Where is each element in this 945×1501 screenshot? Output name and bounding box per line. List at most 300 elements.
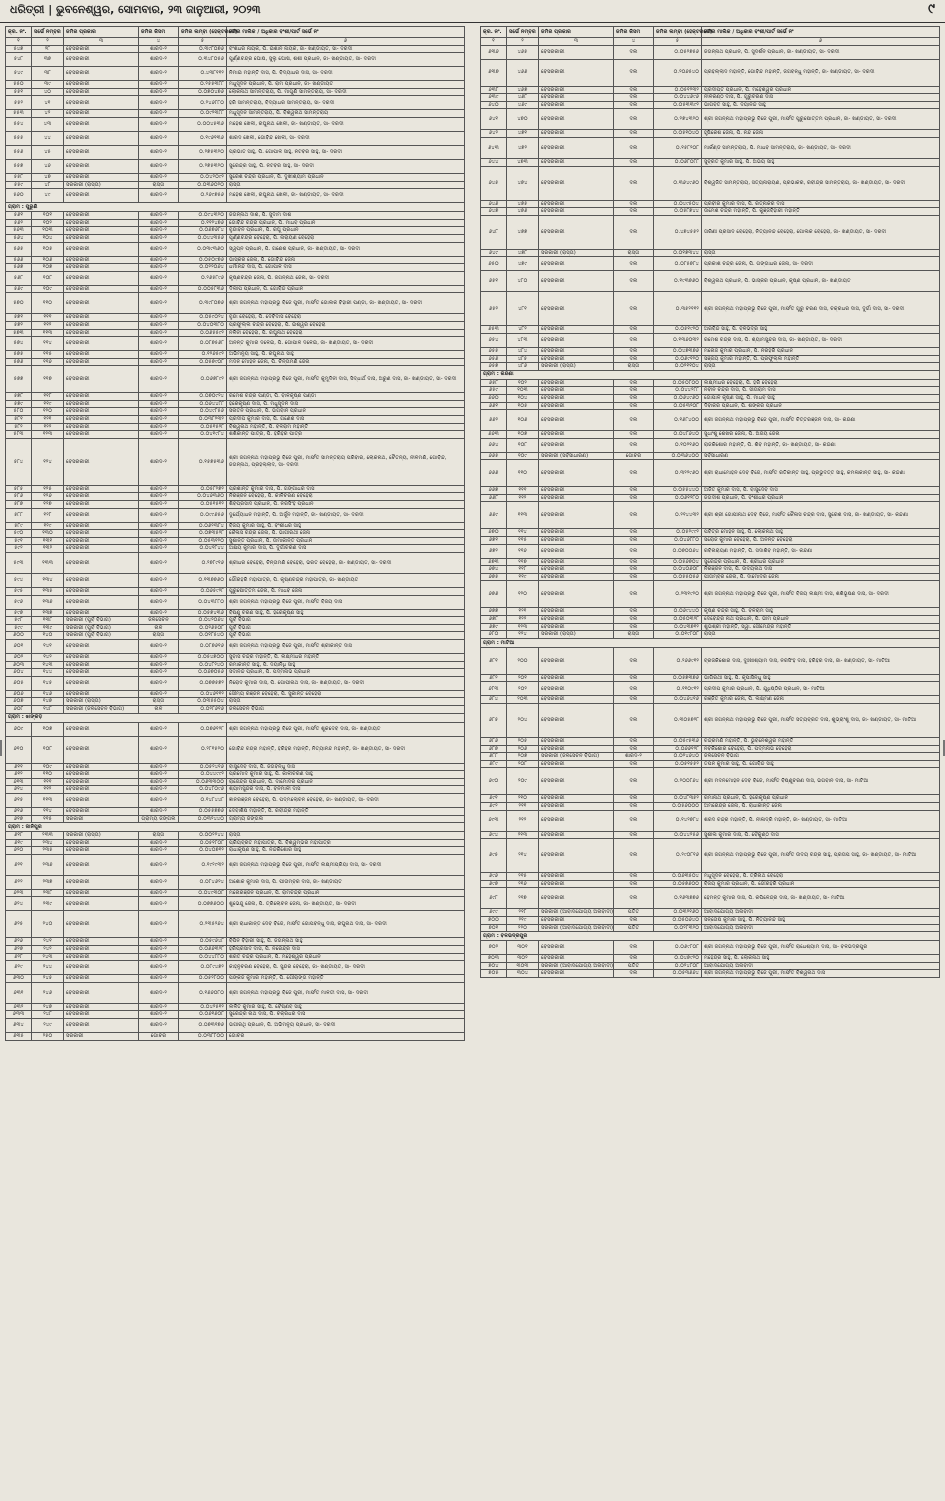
survey-cell: ୨୧୪ xyxy=(507,839,539,873)
owner-cell: ଶ୍ରୀ ଜଗନ୍ନାଥ ମହାପ୍ରଭୁ ବିଜେ ପୁରୀ, ମାର୍ଫତ ଶ୍ରୀକାନ୍ତ ଦାସ xyxy=(227,639,465,653)
owner-cell: ରମେଶ ଚନ୍ଦ୍ର ପଣ୍ଡା, ପି. ବାଳକୃଷ୍ଣ ପଣ୍ଡା xyxy=(227,393,465,401)
kisam-cell: ଦଲ xyxy=(614,109,654,130)
table-row xyxy=(6,938,465,946)
kisam-cell: ଶାରଦ-୨ xyxy=(139,778,179,786)
owner-cell: କୈଳାସ ଚନ୍ଦ୍ର ଜେନା, ପି. ଭାଗୀରଥୀ ଜେନା xyxy=(227,530,465,538)
land-type-cell: ବେସରକାରୀ xyxy=(64,736,139,763)
table-row xyxy=(6,653,465,661)
serial-cell: ୭୦୨ xyxy=(481,941,507,955)
village-section-row xyxy=(481,638,940,647)
survey-cell: ୨୧୭ xyxy=(507,888,539,909)
table-row xyxy=(6,975,465,983)
survey-cell: ୧୦୪ xyxy=(507,394,539,402)
kisam-cell: ଦଲ xyxy=(614,768,654,795)
owner-cell: ମନୋରଞ୍ଜନ ପ୍ରଧାନ, ପି. ରାମଚନ୍ଦ୍ର ପ୍ରଧାନ xyxy=(227,889,465,897)
land-type-cell: ବେସରକାରୀ xyxy=(539,738,614,746)
survey-cell: ୧୦୪ xyxy=(32,234,64,242)
land-type-cell: ବେସରକାରୀ xyxy=(64,271,139,285)
land-type-cell: ବେସରକାରୀ xyxy=(64,609,139,617)
table-row xyxy=(481,616,940,624)
kisam-cell: ଦଲ xyxy=(614,696,654,704)
kisam-cell: ଦଲ xyxy=(614,502,654,529)
table-row xyxy=(481,566,940,574)
serial-cell: ୭୦୪ xyxy=(481,962,507,970)
owner-cell: ଶରଦ ଚନ୍ଦ୍ର ମହାନ୍ତି, ପି. ନୀଳାଦ୍ରି ମହାନ୍ତି, ଜା- ଖଣ୍ଡାୟତ, ସା- ମାଟିଆ xyxy=(702,810,940,831)
survey-cell: ୨୦୭ xyxy=(507,753,539,761)
table-row xyxy=(6,110,465,118)
table-row xyxy=(481,257,940,271)
land-type-cell: ବେସରକାରୀ xyxy=(539,460,614,487)
owner-cell: ଦେବାଶିଷ ମହାନ୍ତି, ପି. ରବୀନ୍ଦ୍ର ମହାନ୍ତି xyxy=(227,807,465,815)
owner-cell: ନିରୋଦ କୁମାର ଦାସ, ପି. ଗୋପୀନାଥ ଦାସ, ଜା- ଖଣ୍ଡାୟତ, ସା- ଦରଦୀ xyxy=(227,676,465,690)
owner-cell: ଶ୍ରୀ ମଦନମୋହନ ଦେବ ବିଜେ, ମାର୍ଫତ ବିଷ୍ଣୁଚରଣ ଦାସ, ଭଗବାନ ଦାସ, ସା- ମାଟିଆ xyxy=(702,768,940,795)
land-type-cell: ବେସରକାରୀ xyxy=(64,889,139,897)
serial-cell: ୬୭୯ xyxy=(481,623,507,631)
land-type-cell: ବେସରକାରୀ xyxy=(64,953,139,961)
serial-cell: ୬୮୯ xyxy=(481,760,507,768)
land-type-cell: ବେସରକାରୀ xyxy=(64,351,139,359)
land-type-cell: ବେସରକାରୀ xyxy=(539,608,614,616)
kisam-cell: ଦଲ xyxy=(614,738,654,746)
serial-cell: ୬୭୮ xyxy=(481,616,507,624)
survey-cell: ୨୩୬ xyxy=(32,854,64,875)
survey-cell: ୧୦୬ xyxy=(32,256,64,264)
table-row xyxy=(6,285,465,293)
kisam-cell: ଶାରଦ-୨ xyxy=(139,159,179,173)
area-cell: ୦.୦୪୨୫୧୨ xyxy=(179,1003,227,1011)
owner-cell: ଅଶୋକ କୁମାର ଦାସ, ପି. ପୀତାମ୍ବର ଦାସ, ଜା- ଖଣ୍ଡାୟତ xyxy=(227,875,465,889)
area-cell: ୦.୩୦୫୭୨୮ xyxy=(654,704,702,738)
land-type-cell: ବେସରକାରୀ xyxy=(539,379,614,387)
kisam-cell: ଶାରଦ-୨ xyxy=(139,351,179,359)
owner-cell: ରମେଶ ଚନ୍ଦ୍ର ଦାସ, ପି. ଶ୍ୟାମସୁନ୍ଦର ଦାସ, ଜା- ଖଣ୍ଡାୟତ, ସା- ଦରଦୀ xyxy=(702,333,940,347)
land-type-cell: ବେସରକାରୀ xyxy=(64,67,139,81)
kisam-cell: ଶାରଦ-୨ xyxy=(139,771,179,779)
kisam-cell: ଦଲ xyxy=(614,682,654,696)
kisam-cell: ଶାରଦ-୨ xyxy=(139,946,179,954)
kisam-cell: ଦଲ xyxy=(614,347,654,355)
area-cell: ୦.୦୮୪୬୨୪ xyxy=(179,875,227,889)
land-type-cell: ବେସରକାରୀ xyxy=(539,402,614,410)
owner-cell: ଶ୍ରୀ ଜଗନ୍ନାଥ ମହାପ୍ରଭୁ ବିଜେ ପୁରୀ, ମାର୍ଫତ ବିଜୟ ଦାସ xyxy=(227,595,465,609)
land-type-cell: ବେସରକାରୀ xyxy=(64,911,139,938)
owner-cell: ଦେବେନ୍ଦ୍ର ନାଥ ପ୍ରଧାନ, ପି. ଭୀମ ପ୍ରଧାନ xyxy=(702,616,940,624)
survey-cell: ୧୨୩ xyxy=(507,623,539,631)
land-type-cell: ବେସରକାରୀ xyxy=(539,674,614,682)
table-row xyxy=(6,897,465,911)
serial-cell: ୫୭୮ xyxy=(6,393,32,401)
serial-cell: ୬୮୩ xyxy=(481,682,507,696)
owner-cell: ଲୋକନାଥ ସାମନ୍ତରାୟ, ପି. ମାଗୁଣି ସାମନ୍ତରାୟ, ସା- ଦରଦୀ xyxy=(227,88,465,96)
serial-cell: ୭୦୦ xyxy=(481,916,507,924)
table-row xyxy=(6,736,465,763)
land-type-cell: ବେସରକାରୀ xyxy=(64,493,139,501)
table-row xyxy=(6,493,465,501)
table-row xyxy=(6,690,465,698)
kisam-cell: ଶାରଦ-୨ xyxy=(139,400,179,408)
table-row xyxy=(6,271,465,285)
land-type-cell: ବେସରକାରୀ xyxy=(539,494,614,502)
village-name: ଗ୍ରାମ : ଜାନିପୁର xyxy=(6,823,465,832)
survey-cell: ୧୨୧ xyxy=(32,416,64,424)
owner-cell: ଜଗନ୍ନାଥ ପ୍ରଧାନ, ପି. ସୁଦର୍ଶନ ପ୍ରଧାନ, ଜା- ଖଣ୍ଡାୟତ, ସା- ଦରଦୀ xyxy=(702,45,940,59)
survey-cell: ୧୦୮ xyxy=(32,736,64,763)
area-cell: ୦.୦୪୬୧୧୨ xyxy=(179,690,227,698)
owner-cell: କୃଷ୍ଣ ଚନ୍ଦ୍ର ସାହୁ, ପି. ବଳରାମ ସାହୁ xyxy=(702,608,940,616)
kisam-cell: ଶାରଦ-୨ xyxy=(614,753,654,761)
survey-cell: ୪୭୫ xyxy=(507,200,539,208)
serial-cell: ୫୫୯ xyxy=(6,181,32,189)
owner-cell: ଶ୍ରୀ ଜଗନ୍ନାଥ ମହାପ୍ରଭୁ ବିଜେ ପୁରୀ, ମାର୍ଫତ ସାମନ୍ତରାୟ ପରିବାର, ଲୋକନାଥ, ଚୈତନ୍ୟ, ନୀଳମଣି, ଗୋବିନ୍ଦ, ଜଗନ୍ନାଥ, ପ୍ରହଲ୍ଲାଦ, ସା- ଦରଦୀ xyxy=(227,438,465,485)
serial-cell: ୫୯୨ xyxy=(6,545,32,553)
area-cell: ୦.୦୪୬୪୧୬ xyxy=(654,696,702,704)
owner-cell: ରବିନାରାୟଣ ମହାନ୍ତି, ପି. ସଦାଶିବ ମହାନ୍ତି, ସା- କନ୍ଦଣା xyxy=(702,544,940,558)
land-type-cell: ବେସରକାରୀ xyxy=(64,293,139,314)
area-cell: ୦.୦୫୧୨୩୨ xyxy=(654,86,702,94)
col-header-owner: ଜମିର ମାଲିକ / ଅଧିକାର ବଂଶୀ/ପାର୍ଟ ସର୍ଭେ ନଂ xyxy=(227,27,465,38)
survey-cell: ୧୦୯ xyxy=(507,452,539,460)
land-type-cell: ବେସରକାରୀ xyxy=(539,802,614,810)
kisam-cell: ଶାରଦ-୨ xyxy=(139,227,179,235)
land-type-cell: ବେସରକାରୀ xyxy=(64,595,139,609)
owner-cell: ଗ୍ରାମ୍ୟ ଜଙ୍ଗଲ xyxy=(227,815,465,823)
area-cell: ୦.୦୨୮୬୧୬ xyxy=(179,705,227,713)
table-row xyxy=(6,854,465,875)
survey-cell: ୪୦ xyxy=(32,88,64,96)
land-type-cell: ବେସରକାରୀ xyxy=(64,431,139,439)
serial-cell: ୬୯୨ xyxy=(481,802,507,810)
table-row xyxy=(6,416,465,424)
kisam-cell: ଶାରଦ-୨ xyxy=(139,982,179,1003)
land-type-cell: ବେସରକାରୀ xyxy=(539,873,614,881)
land-type-cell: ବେସରକାରୀ xyxy=(539,745,614,753)
survey-cell: ୪୭ xyxy=(32,173,64,181)
land-type-cell: ବେସରକାରୀ xyxy=(64,400,139,408)
kisam-cell: ଦଲ xyxy=(614,460,654,487)
land-type-cell: ବେସରକାରୀ xyxy=(539,839,614,873)
survey-cell: ୨୦୧ xyxy=(507,674,539,682)
survey-cell: ୨୪୬ xyxy=(32,982,64,1003)
owner-cell: କୃଷ୍ଣଚନ୍ଦ୍ର ଜେନା, ପି. ଜଗନ୍ନାଥ ଜେନା, ସା- ଦରଦୀ xyxy=(227,271,465,285)
land-records-table-left xyxy=(5,26,465,1041)
col-index: ୨ xyxy=(507,38,539,46)
kisam-cell: ଶାରଦ-୨ xyxy=(139,661,179,669)
col-header-owner: ଜମିର ମାଲିକ / ଅଧିକାର ବଂଶୀ/ପାର୍ଟ ସର୍ଭେ ନଂ xyxy=(702,27,940,38)
owner-cell: ସୁବାସ ଚନ୍ଦ୍ର ମହାନ୍ତି, ପି. ଲକ୍ଷ୍ମୀଧର ମହାନ୍ତି xyxy=(227,653,465,661)
kisam-cell: ଦଲ xyxy=(614,802,654,810)
survey-cell: ୪୪ xyxy=(32,131,64,145)
table-row xyxy=(6,639,465,653)
table-row xyxy=(6,778,465,786)
owner-cell: ହୃଷିକେଶ ଜେନା, ପି. ନନ୍ଦ ଜେନା xyxy=(702,130,940,138)
table-row xyxy=(481,962,940,970)
kisam-cell: ଶାରଦ-୨ xyxy=(139,285,179,293)
table-row xyxy=(6,588,465,596)
owner-cell: ପୁର୍ଣ୍ଣଚନ୍ଦ୍ର ଘୋଷ, ସୁଲୁ ଘୋଷ, ଶଶୀ ପ୍ରଧାନ, ଜା- ଖଣ୍ଡାୟତ, ସା- ଦରଦୀ xyxy=(227,53,465,67)
land-type-cell: ବେସରକାରୀ xyxy=(539,355,614,363)
table-row xyxy=(6,219,465,227)
table-row xyxy=(481,544,940,558)
land-type-cell: ବେସରକାରୀ xyxy=(64,961,139,975)
owner-cell: ଶଶିକାନ୍ତ ପାତ୍ର, ପି. ହରିହର ପାତ୍ର xyxy=(227,431,465,439)
kisam-cell: ଦଲ xyxy=(614,200,654,208)
serial-cell: ୬୫୪ xyxy=(481,333,507,347)
land-type-cell: ବେସରକାରୀ xyxy=(539,696,614,704)
serial-cell: ୫୫୪ xyxy=(6,117,32,131)
serial-cell: ୬୯୧ xyxy=(481,795,507,803)
owner-cell: ରମାକାନ୍ତ ସାହୁ, ପି. ଦୟାନିଧି ସାହୁ xyxy=(227,661,465,669)
owner-cell: ଶ୍ରୀ ଜଗନ୍ନାଥ ମହାପ୍ରଭୁ ବିଜେ ପୁରୀ, ମାର୍ଫତ ପୁରୁଷୋତ୍ତମ ପ୍ରଧାନ, ଜା- ଖଣ୍ଡାୟତ, ସା- ଦରଦୀ xyxy=(702,109,940,130)
area-cell: ୦.୦୪୨୦୬୪ xyxy=(179,617,227,625)
village-section-row xyxy=(6,203,465,212)
owner-cell: ଜଳସେଚନ ବିଭାଗ xyxy=(227,705,465,713)
land-type-cell: ବେସରକାରୀ xyxy=(64,537,139,545)
owner-cell: ବୃନ୍ଦାବନ ପ୍ରଧାନ, ପି. ରଘୁ ପ୍ରଧାନ xyxy=(227,227,465,235)
owner-cell: ସଞ୍ଜୟ କୁମାର ମହାନ୍ତି, ପି. ପ୍ରଫୁଲ୍ଲ ମହାନ୍ତି xyxy=(702,355,940,363)
kisam-cell: ଦଲ xyxy=(614,581,654,608)
kisam-cell: ଦଲ xyxy=(614,292,654,326)
area-cell: ୦.୦୬୧୬୦୮ xyxy=(179,1011,227,1019)
table-row xyxy=(6,45,465,53)
serial-cell: ୫୯୪ xyxy=(6,574,32,588)
land-type-cell: ବେସରକାରୀ xyxy=(539,888,614,909)
table-row xyxy=(6,314,465,322)
owner-cell: ବିଷ୍ଣୁ ଚରଣ ସାହୁ, ପି. ହରେକୃଷ୍ଣ ସାହୁ xyxy=(227,609,465,617)
table-row xyxy=(6,617,465,625)
column-index-row xyxy=(481,38,940,46)
kisam-cell: ପତିତ xyxy=(614,924,654,932)
area-cell: ୦.୦୩୨୪୪୦ xyxy=(179,815,227,823)
owner-cell: ଶିବପ୍ରସାଦ ପ୍ରଧାନ, ପି. ନରସିଂହ ପ୍ରଧାନ xyxy=(227,501,465,509)
serial-cell: ୫୫୨ xyxy=(6,96,32,110)
table-row xyxy=(481,460,940,487)
area-cell: ୦.୦୪୧୯୮୪ xyxy=(179,431,227,439)
kisam-cell: ଶାରଦ-୨ xyxy=(139,953,179,961)
serial-cell: ୭୦୩ xyxy=(481,955,507,963)
area-cell: ୦.୦୪୪୮୮୦ xyxy=(179,953,227,961)
survey-cell: ୨୦୦ xyxy=(507,647,539,674)
serial-cell: ୫୬୧ xyxy=(6,212,32,220)
table-row xyxy=(6,1019,465,1033)
owner-cell: ଶ୍ରୀ ରାଧାମୋହନ ଦେବ ବିଜେ, ମାର୍ଫତ ରତିକାନ୍ତ ସାହୁ, ପ୍ରଭୁଦତ୍ତ ସାହୁ, କମଳାକାନ୍ତ ସାହୁ, ସା- କନ୍ଦଣା xyxy=(702,460,940,487)
area-cell: ୦.୦୪୬୮୮୦ xyxy=(654,537,702,545)
kisam-cell: ଶାରଦ-୨ xyxy=(139,839,179,847)
kisam-cell: ଶାରଦ-୨ xyxy=(139,574,179,588)
land-type-cell: ସରକାରୀ (ରାସ୍ତା) xyxy=(64,832,139,840)
survey-cell: ୧୦୫ xyxy=(507,402,539,410)
kisam-cell: ଶାରଦ-୨ xyxy=(139,321,179,329)
owner-cell: ଭାଗିରଥୀ ସାହୁ, ପି. କୃପାସିନ୍ଧୁ ସାହୁ xyxy=(702,674,940,682)
owner-cell: ପୁର୍ବ ବିଭାଗ xyxy=(227,624,465,632)
survey-cell: ୧୩୦ xyxy=(32,530,64,538)
table-row xyxy=(481,158,940,166)
owner-cell: ମାର୍କଣ୍ଡ ସାମନ୍ତରାୟ, ପି. ମାଧବ ସାମନ୍ତରାୟ, ଜା- ଖଣ୍ଡାୟତ, ସା- ଦରଦୀ xyxy=(702,137,940,158)
owner-cell: ଶ୍ରୀ ଜଗନ୍ନାଥ ମହାପ୍ରଭୁ ବିଜେ ପୁରୀ, ମାର୍ଫତ ଲକ୍ଷ୍ମୀପ୍ରିୟା ଦାସ, ସା- ଦରଦୀ xyxy=(227,854,465,875)
survey-cell: ୧୨୨ xyxy=(32,423,64,431)
owner-cell: ହରି ସାମନ୍ତରାୟ, ବିଦ୍ୟାଧର ସାମନ୍ତରାୟ, ସା- ଦରଦୀ xyxy=(227,96,465,110)
kisam-cell: ଦଲ xyxy=(614,941,654,955)
area-cell: ୦.୨୬୫୮୯୬ xyxy=(179,271,227,285)
table-row xyxy=(6,264,465,272)
area-cell: ୦.୦୫୨୯୯୨ xyxy=(654,529,702,537)
owner-cell: ଶୁଭେନ୍ଦୁ ଜେନା, ପି. ତ୍ରିଲୋଚନ ଜେନା, ଜା- ଖଣ୍ଡାୟତ, ସା- ଦରଦୀ xyxy=(227,897,465,911)
survey-cell: ୧୧୫ xyxy=(32,815,64,823)
survey-cell: ୧୧୮ xyxy=(32,393,64,401)
serial-cell: ୬୮୨ xyxy=(481,674,507,682)
owner-cell: ସୁଧାଂଶୁ ଶେଖର ଜେନା, ପି. ଅଜୟ ଜେନା xyxy=(702,431,940,439)
owner-cell: ଉମେଶ ଚନ୍ଦ୍ର ମହାନ୍ତି, ପି. କୁଞ୍ଜବିହାରୀ ମହାନ୍ତି xyxy=(702,208,940,216)
land-type-cell: ସରକାରୀ (ଆବାଦଯୋଗ୍ୟ ଅନାବାଦୀ) xyxy=(539,924,614,932)
survey-cell: ୧୨୦ xyxy=(32,408,64,416)
owner-cell: ଶରତ ଚନ୍ଦ୍ର ପ୍ରଧାନ, ପି. ମହେଶ୍ୱର ପ୍ରଧାନ xyxy=(227,953,465,961)
survey-cell: ୪୭୧ xyxy=(507,130,539,138)
serial-cell: ୬୦୬ xyxy=(6,690,32,698)
serial-cell: ୬୦୩ xyxy=(6,661,32,669)
land-type-cell: ସରକାରୀ xyxy=(64,1033,139,1041)
land-type-cell: ବେସରକାରୀ xyxy=(539,45,614,59)
table-row xyxy=(6,293,465,314)
table-row xyxy=(481,631,940,639)
table-row xyxy=(6,522,465,530)
kisam-cell: ଶାରଦ-୨ xyxy=(139,67,179,81)
owner-cell: ପ୍ରହଲ୍ଲାଦ ମହାନ୍ତି, ଗୋବିନ୍ଦ ମହାନ୍ତି, ଜଗବନ୍ଧୁ ମହାନ୍ତି, ଜା- ଖଣ୍ଡାୟତ, ସା- ଦରଦୀ xyxy=(702,59,940,86)
table-row xyxy=(481,109,940,130)
survey-cell: ୧୦୬ xyxy=(507,410,539,431)
serial-cell: ୫୭୨ xyxy=(6,321,32,329)
area-cell: ୦.୦୬୯୪୪୦ xyxy=(654,608,702,616)
land-type-cell: ବେସରକାରୀ xyxy=(64,982,139,1003)
serial-cell: ୫୭୫ xyxy=(6,351,32,359)
table-row xyxy=(481,738,940,746)
kisam-cell: ଶାରଦ-୨ xyxy=(139,609,179,617)
owner-cell: ସୁରେନ୍ଦ୍ର ପ୍ରଧାନ, ପି. ଶ୍ରୀଧର ପ୍ରଧାନ xyxy=(702,558,940,566)
serial-cell: ୫୮୨ xyxy=(6,423,32,431)
kisam-cell: ଶାରଦ-୨ xyxy=(139,81,179,89)
kisam-cell: ଦଲ xyxy=(614,101,654,109)
kisam-cell: ଦଲ xyxy=(614,215,654,249)
area-cell: ୦.୦୫୭୯୦୮ xyxy=(179,358,227,366)
serial-cell: ୬୦୮ xyxy=(6,705,32,713)
land-type-cell: ବେସରକାରୀ xyxy=(539,137,614,158)
area-cell: ୦.୦୮୫୭୮୪ xyxy=(654,257,702,271)
area-cell: ୦.୦୫୧୫୧୨ xyxy=(179,501,227,509)
owner-cell: ଅକ୍ଷୟ କୁମାର ଦାସ, ପି. ଦୁର୍ଗାଚରଣ ଦାସ xyxy=(227,545,465,553)
serial-cell: ୫୭୭ xyxy=(6,366,32,393)
survey-cell: ୧୦୯ xyxy=(32,285,64,293)
village-name: ଗ୍ରାମ : ଝାଙ୍କଡ଼ xyxy=(6,713,465,722)
serial-cell: ୬୪୫ xyxy=(481,166,507,200)
owner-cell: ସୁରେଶ ଚନ୍ଦ୍ର ପ୍ରଧାନ, ପି. ଦୁଖୀଶ୍ୟାମ ପ୍ରଧାନ xyxy=(227,173,465,181)
serial-cell: ୬୩୬ xyxy=(481,45,507,59)
kisam-cell: ଦଲ xyxy=(614,537,654,545)
fold-marker xyxy=(939,740,945,756)
table-row xyxy=(481,924,940,932)
area-cell: ୦.୧୬୬୦୮୦ xyxy=(179,982,227,1003)
table-row xyxy=(481,623,940,631)
table-row xyxy=(6,839,465,847)
table-row xyxy=(6,1011,465,1019)
serial-cell: ୬୦୯ xyxy=(6,722,32,736)
table-row xyxy=(6,786,465,794)
owner-cell: ସନାତନ ପ୍ରଧାନ, ପି. ଭଗବାନ ପ୍ରଧାନ xyxy=(227,408,465,416)
owner-cell: ମଧୁସୂଦନ ପ୍ରଧାନ, ପି. ରାମ ପ୍ରଧାନ, ଜା- ଖଣ୍ଡାୟତ xyxy=(227,81,465,89)
serial-cell: ୬୨୧ xyxy=(6,854,32,875)
survey-cell: ୧୧୯ xyxy=(507,573,539,581)
owner-cell: ରଞ୍ଜିତ କୁମାର ଜେନା, ପି. ଲକ୍ଷ୍ମଣ ଜେନା xyxy=(702,696,940,704)
area-cell: ୦.୦୬୨୩୮୪ xyxy=(179,522,227,530)
survey-cell: ୨୦୫ xyxy=(507,738,539,746)
serial-cell: ୬୮୫ xyxy=(481,704,507,738)
land-type-cell: ବେସରକାରୀ xyxy=(64,53,139,67)
serial-cell: ୬୬୪ xyxy=(481,438,507,452)
owner-cell: ପ୍ରଭାତ ସାହୁ, ପି. ଗୋପାଳ ସାହୁ, ନଟବର ସାହୁ, ସା- ଦରଦୀ xyxy=(227,145,465,159)
kisam-cell: ଦଲ xyxy=(614,544,654,558)
area-cell: ୦.୦୧୭୩୪୪ xyxy=(654,249,702,257)
area-cell: ୦.୦୪୯୩୦୮ xyxy=(179,889,227,897)
table-row xyxy=(6,574,465,588)
owner-cell: ରାସ୍ତା xyxy=(702,363,940,371)
area-cell: ୦.୦୩୬୦୨୦ xyxy=(179,181,227,189)
area-cell: ୦.୦୬୭୬୮୪ xyxy=(179,227,227,235)
column-index-row xyxy=(6,38,465,46)
kisam-cell: ଦଲ xyxy=(614,208,654,216)
area-cell: ୦.୨୭୪୩୨୦ xyxy=(654,109,702,130)
land-type-cell: ବେସରକାରୀ xyxy=(64,545,139,553)
survey-cell: ୪୭୬ xyxy=(507,208,539,216)
table-row xyxy=(6,553,465,574)
area-cell: ୦.୦୫୦୯୭୬ xyxy=(179,256,227,264)
kisam-cell: ଦଲ xyxy=(614,573,654,581)
land-type-cell: ବେସରକାରୀ xyxy=(539,487,614,495)
serial-cell: ୬୦୭ xyxy=(6,698,32,706)
table-row xyxy=(481,487,940,495)
kisam-cell: ଦଲ xyxy=(614,674,654,682)
area-cell: ୦.୦୫୫୭୭୬ xyxy=(179,807,227,815)
land-type-cell: ବେସରକାରୀ xyxy=(539,208,614,216)
kisam-cell: ଶାରଦ-୨ xyxy=(139,736,179,763)
serial-cell: ୫୮୭ xyxy=(6,501,32,509)
land-type-cell: ବେସରକାରୀ xyxy=(64,588,139,596)
survey-cell: ୧୧୧ xyxy=(32,778,64,786)
area-cell: ୦.୦୩୮୨୩୨ xyxy=(179,416,227,424)
serial-cell: ୫୭୩ xyxy=(6,329,32,337)
survey-cell: ୪୭୩ xyxy=(507,158,539,166)
area-cell: ୦.୧୧୨୪୭୬ xyxy=(179,219,227,227)
owner-cell: ଶ୍ରୀ ଜଗନ୍ନାଥ ମହାପ୍ରଭୁ ବିଜେ ପୁରୀ, ମାର୍ଫତ ରାଧେଶ୍ୟାମ ଦାସ, ସା- ବଳଭଦ୍ରପୁର xyxy=(702,941,940,955)
survey-cell: ୪୬୮ xyxy=(507,94,539,102)
serial-cell: ୬୫୧ xyxy=(481,271,507,292)
table-row xyxy=(6,431,465,439)
serial-cell: ୬୧୩ xyxy=(6,778,32,786)
owner-cell: ହେମନ୍ତ କୁମାର ଦାସ, ପି. କପିଳେନ୍ଦ୍ର ଦାସ, ଜା- ଖଣ୍ଡାୟତ, ସା- ମାଟିଆ xyxy=(702,888,940,909)
area-cell: ୦.୦୨୪୬୪୦ xyxy=(654,753,702,761)
area-cell: ୦.୨୦୦୮୬୪ xyxy=(654,768,702,795)
area-cell: ୦.୦୪୯୮୫୬ xyxy=(179,408,227,416)
owner-cell: ଦିବାକର ପ୍ରଧାନ, ପି. ଶଙ୍କର ପ୍ରଧାନ xyxy=(702,402,940,410)
serial-cell: ୬୩୧ xyxy=(6,982,32,1003)
owner-cell: ରାଧାକୃଷ୍ଣ ସାହୁ, ପି. ନନ୍ଦକିଶୋର ସାହୁ xyxy=(227,847,465,855)
kisam-cell: ଶାରଦ-୨ xyxy=(139,131,179,145)
land-type-cell: ବେସରକାରୀ xyxy=(539,387,614,395)
kisam-cell: ଶାରଦ-୨ xyxy=(139,653,179,661)
serial-cell: ୫୪୯ xyxy=(6,67,32,81)
land-type-cell: ବେସରକାରୀ xyxy=(64,676,139,690)
kisam-cell: ଦଲ xyxy=(614,494,654,502)
serial-cell: ୬୨୦ xyxy=(6,847,32,855)
serial-cell: ୬୬୧ xyxy=(481,402,507,410)
area-cell: ୦.୦୦୫୮୩୬ xyxy=(179,285,227,293)
serial-cell: ୬୦୨ xyxy=(6,653,32,661)
